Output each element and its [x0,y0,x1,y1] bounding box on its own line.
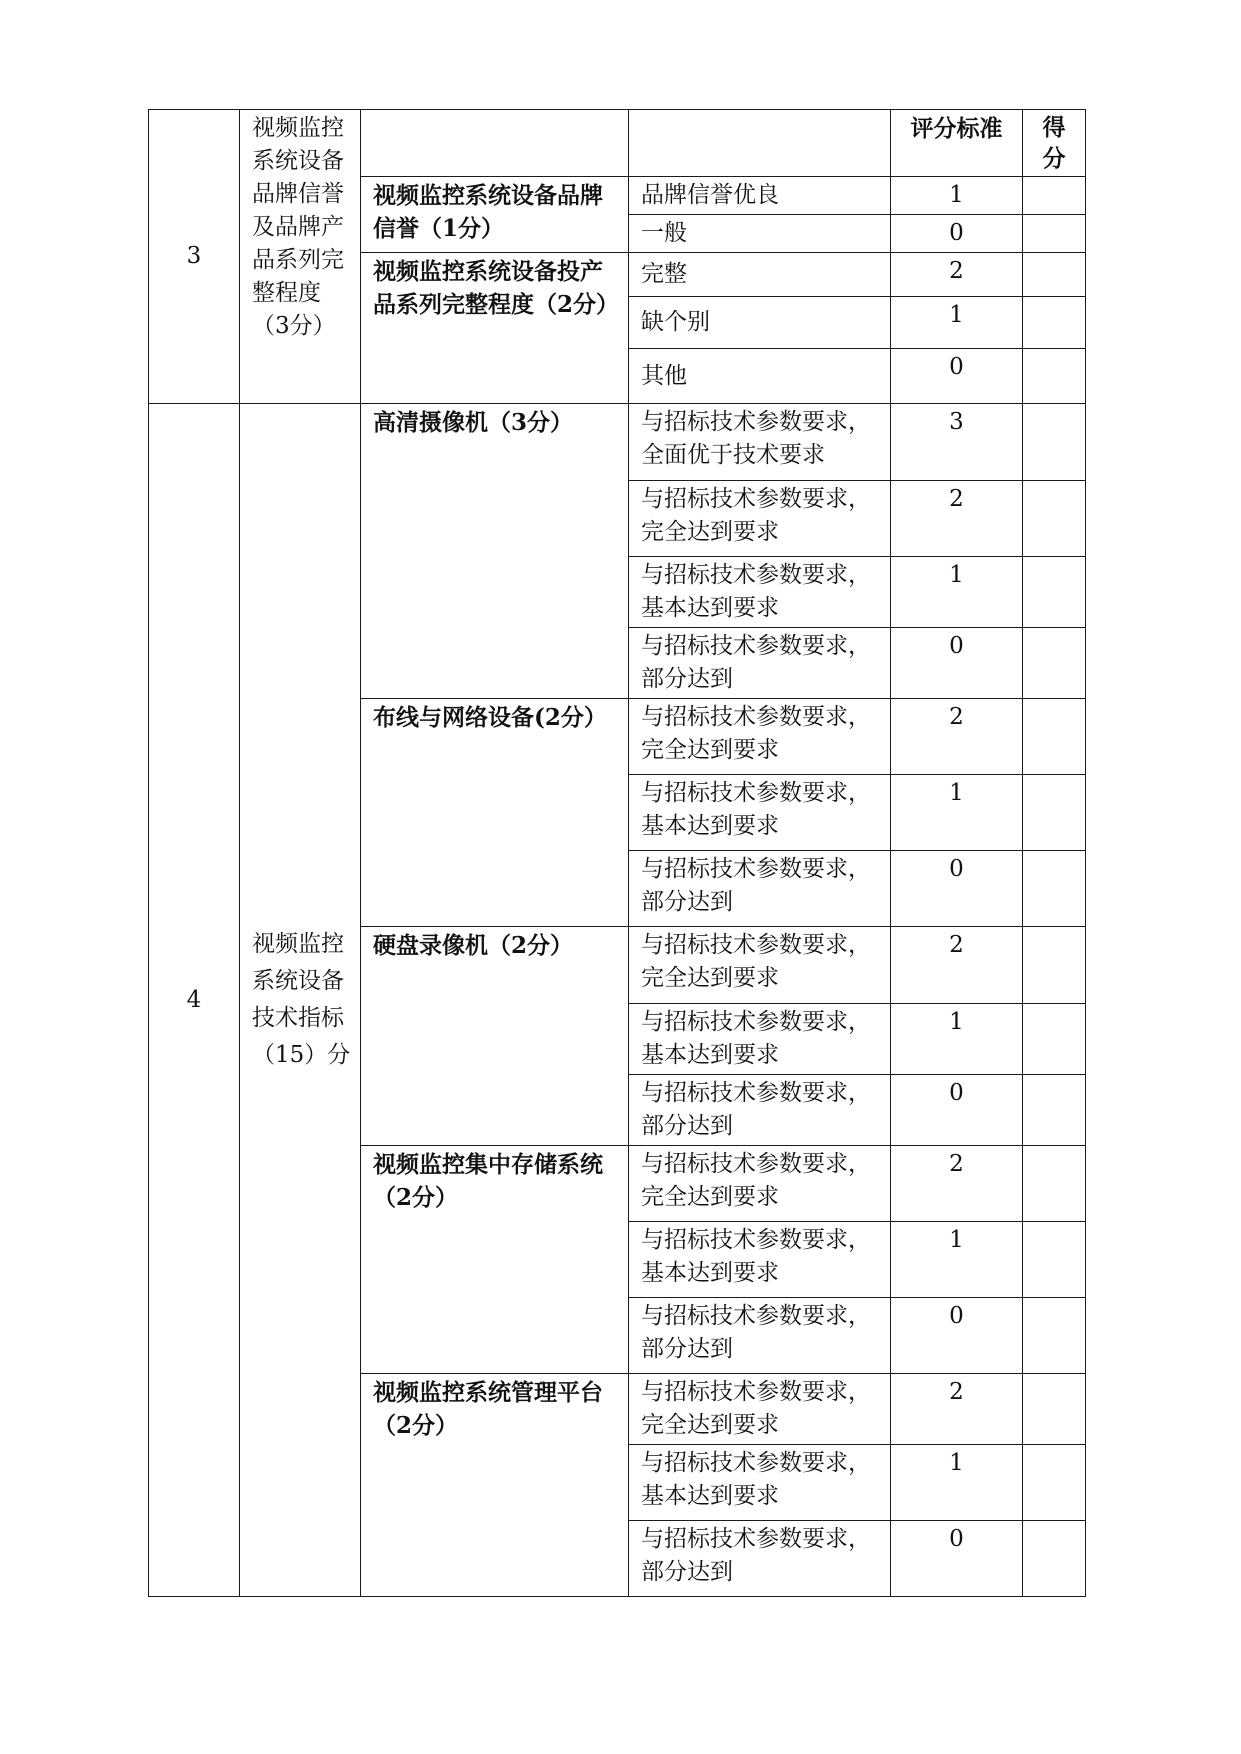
criterion-text: 与招标技术参数要求，全面优于技术要求 [629,404,891,481]
score-cell[interactable] [1023,215,1086,253]
item-number: 3 [149,110,240,404]
score-cell[interactable] [1023,404,1086,481]
criterion-text: 与招标技术参数要求，完全达到要求 [629,1146,891,1222]
scoring-table [148,109,1086,1597]
criterion-text: 与招标技术参数要求，部分达到 [629,851,891,927]
score-cell[interactable] [1023,1445,1086,1521]
points-value: 2 [891,699,1023,775]
table-cell [361,110,629,177]
score-cell[interactable] [1023,1298,1086,1374]
criterion-text: 品牌信誉优良 [629,177,891,215]
score-cell[interactable] [1023,927,1086,1004]
criterion-text: 其他 [629,349,891,404]
points-value: 2 [891,481,1023,557]
score-cell[interactable] [1023,557,1086,628]
score-cell[interactable] [1023,297,1086,349]
table-row [149,110,1086,177]
criterion-text: 与招标技术参数要求，部分达到 [629,1521,891,1597]
points-value: 1 [891,177,1023,215]
criterion-text: 与招标技术参数要求，部分达到 [629,628,891,699]
points-value: 0 [891,851,1023,927]
criterion-text: 缺个别 [629,297,891,349]
criterion-text: 一般 [629,215,891,253]
score-cell[interactable] [1023,1521,1086,1597]
criterion-text: 与招标技术参数要求，基本达到要求 [629,1004,891,1075]
criterion-text: 完整 [629,253,891,297]
score-cell[interactable] [1023,1374,1086,1445]
points-value: 1 [891,1222,1023,1298]
points-value: 2 [891,1374,1023,1445]
score-cell[interactable] [1023,775,1086,851]
item-number: 4 [149,404,240,1597]
category-title: 视频监控系统管理平台（2分） [361,1374,629,1597]
category-title: 视频监控集中存储系统（2分） [361,1146,629,1374]
points-value: 0 [891,1298,1023,1374]
table-cell [629,110,891,177]
score-cell[interactable] [1023,1146,1086,1222]
points-value: 1 [891,1445,1023,1521]
category-title: 高清摄像机（3分） [361,404,629,699]
points-value: 2 [891,927,1023,1004]
points-value: 0 [891,1075,1023,1146]
points-value: 2 [891,253,1023,297]
criterion-text: 与招标技术参数要求，完全达到要求 [629,1374,891,1445]
points-value: 3 [891,404,1023,481]
item-name: 视频监控系统设备品牌信誉及品牌产品系列完整程度（3分） [240,110,361,404]
table-row [149,404,1086,481]
score-cell[interactable] [1023,628,1086,699]
category-title: 视频监控系统设备品牌信誉（1分） [361,177,629,253]
criterion-text: 与招标技术参数要求，部分达到 [629,1298,891,1374]
score-cell[interactable] [1023,1004,1086,1075]
criterion-text: 与招标技术参数要求，完全达到要求 [629,699,891,775]
category-title: 硬盘录像机（2分） [361,927,629,1146]
score-cell[interactable] [1023,699,1086,775]
score-cell[interactable] [1023,481,1086,557]
criterion-text: 与招标技术参数要求，完全达到要求 [629,481,891,557]
points-value: 0 [891,349,1023,404]
score-cell[interactable] [1023,349,1086,404]
score-header: 得分 [1023,110,1086,177]
score-cell[interactable] [1023,1222,1086,1298]
points-value: 1 [891,775,1023,851]
points-value: 2 [891,1146,1023,1222]
points-value: 1 [891,557,1023,628]
points-value: 0 [891,215,1023,253]
criterion-text: 与招标技术参数要求，部分达到 [629,1075,891,1146]
criterion-text: 与招标技术参数要求，基本达到要求 [629,775,891,851]
points-value: 0 [891,1521,1023,1597]
item-name: 视频监控系统设备技术指标（15）分 [240,404,361,1597]
criteria-header: 评分标准 [891,110,1023,177]
points-value: 1 [891,297,1023,349]
criterion-text: 与招标技术参数要求，基本达到要求 [629,1222,891,1298]
points-value: 1 [891,1004,1023,1075]
criterion-text: 与招标技术参数要求，基本达到要求 [629,1445,891,1521]
category-title: 布线与网络设备(2分） [361,699,629,927]
score-cell[interactable] [1023,253,1086,297]
points-value: 0 [891,628,1023,699]
criterion-text: 与招标技术参数要求，完全达到要求 [629,927,891,1004]
score-cell[interactable] [1023,851,1086,927]
score-cell[interactable] [1023,1075,1086,1146]
category-title: 视频监控系统设备投产品系列完整程度（2分） [361,253,629,404]
score-cell[interactable] [1023,177,1086,215]
criterion-text: 与招标技术参数要求，基本达到要求 [629,557,891,628]
